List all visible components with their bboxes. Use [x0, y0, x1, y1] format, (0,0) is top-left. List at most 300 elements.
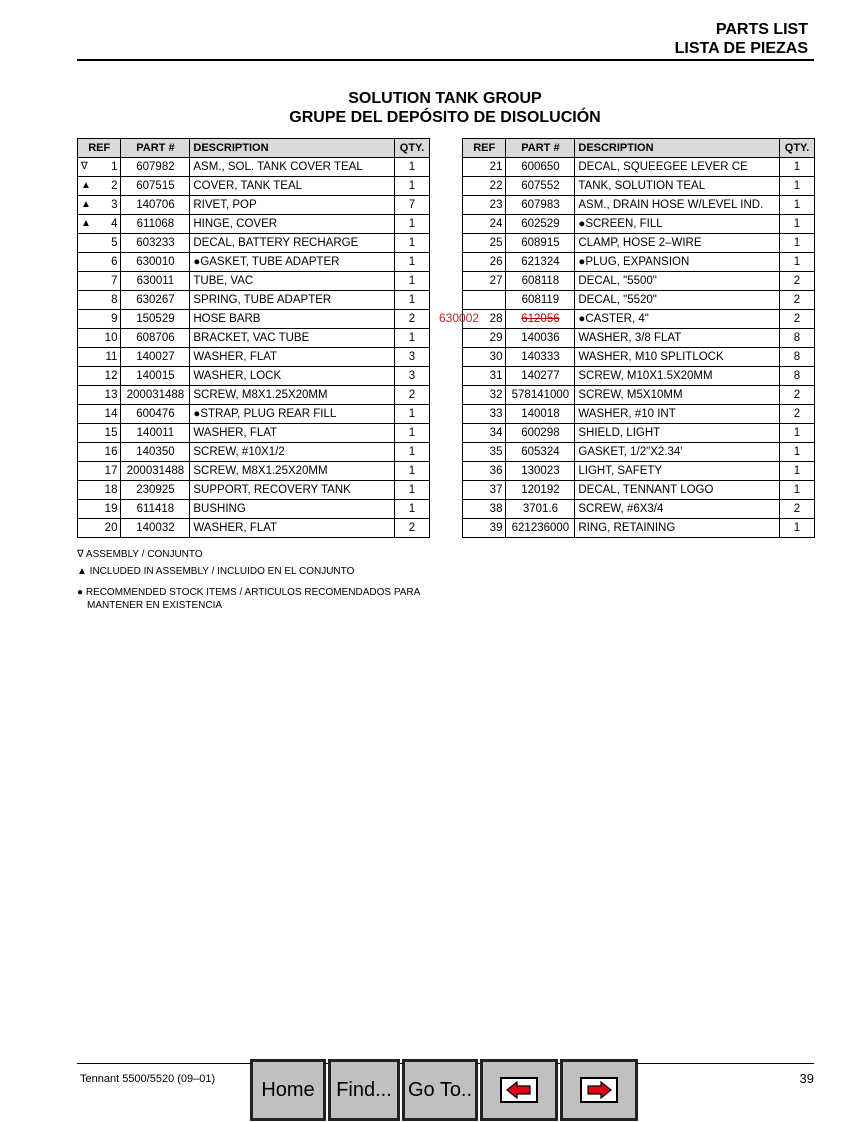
- ref-cell: [463, 481, 506, 500]
- table-header-row: [463, 139, 815, 158]
- part-number-cell-text: 608706: [136, 332, 175, 344]
- ref-cell: [78, 310, 121, 329]
- description-cell: [190, 329, 395, 348]
- description-cell-text: SUPPORT, RECOVERY TANK: [193, 484, 351, 496]
- quantity-cell-text: 1: [793, 218, 801, 230]
- ref-cell-text: 32: [489, 389, 503, 401]
- quantity-cell: [395, 196, 430, 215]
- table-row: [78, 462, 430, 481]
- description-cell-text: ●PLUG, EXPANSION: [578, 256, 690, 268]
- quantity-cell-text: 1: [408, 332, 416, 344]
- ref-cell: [463, 405, 506, 424]
- description-cell: [190, 405, 395, 424]
- ref-cell: [463, 367, 506, 386]
- description-cell-text: ASM., SOL. TANK COVER TEAL: [193, 161, 363, 173]
- part-number-cell: [506, 367, 575, 386]
- quantity-cell: [395, 253, 430, 272]
- table-row: [78, 386, 430, 405]
- ref-cell-text: 27: [489, 275, 503, 287]
- part-number-cell-text: 600476: [136, 408, 175, 420]
- table-row: [463, 196, 815, 215]
- quantity-cell-text: 1: [408, 484, 416, 496]
- quantity-cell: [395, 462, 430, 481]
- quantity-cell-text: 2: [408, 522, 416, 534]
- ref-cell: [78, 500, 121, 519]
- home-button-label: Home: [261, 1078, 315, 1101]
- description-cell: [575, 272, 780, 291]
- quantity-cell-text: 1: [408, 503, 416, 515]
- description-cell: [575, 291, 780, 310]
- description-cell-text: WASHER, LOCK: [193, 370, 282, 382]
- quantity-cell-text: 1: [793, 237, 801, 249]
- ref-cell: [463, 272, 506, 291]
- table-row: [463, 234, 815, 253]
- quantity-cell-text: 1: [793, 465, 801, 477]
- ref-cell: [463, 158, 506, 177]
- header-line-2: LISTA DE PIEZAS: [674, 40, 808, 57]
- part-number-cell-text: 630010: [136, 256, 175, 268]
- description-cell-text: ●SCREEN, FILL: [578, 218, 663, 230]
- quantity-cell: [395, 177, 430, 196]
- part-number-cell: [506, 253, 575, 272]
- description-cell-text: SCREW, M5X10MM: [578, 389, 683, 401]
- quantity-cell: [780, 405, 815, 424]
- part-number-cell-text: 200031488: [126, 389, 185, 401]
- quantity-cell: [395, 481, 430, 500]
- table-row: [78, 291, 430, 310]
- description-cell-text: WASHER, FLAT: [193, 351, 278, 363]
- part-number-cell: [121, 310, 190, 329]
- quantity-cell: [780, 177, 815, 196]
- table-row: [463, 405, 815, 424]
- ref-cell-text: 18: [104, 484, 118, 496]
- ref-cell: [463, 386, 506, 405]
- ref-cell: [463, 177, 506, 196]
- ref-cell: [78, 462, 121, 481]
- description-cell-text: SCREW, M8X1.25X20MM: [193, 465, 328, 477]
- quantity-cell: [780, 310, 815, 329]
- part-number-cell-text: 230925: [136, 484, 175, 496]
- description-cell-text: ●CASTER, 4": [578, 313, 649, 325]
- description-cell-text: WASHER, M10 SPLITLOCK: [578, 351, 724, 363]
- handwritten-part-correction: 630002: [439, 311, 480, 325]
- description-cell: [575, 386, 780, 405]
- part-number-cell-text: 140333: [521, 351, 560, 363]
- part-number-cell-text: 140706: [136, 199, 175, 211]
- quantity-cell-text: 1: [408, 275, 416, 287]
- ref-cell-text: 35: [489, 446, 503, 458]
- description-cell-text: SCREW, #6X3/4: [578, 503, 664, 515]
- description-cell-text: HINGE, COVER: [193, 218, 278, 230]
- table-row: [78, 367, 430, 386]
- quantity-cell-text: 1: [793, 427, 801, 439]
- ref-cell-text: 7: [111, 275, 118, 287]
- ref-cell: [463, 462, 506, 481]
- quantity-cell-text: 1: [793, 199, 801, 211]
- table-row: [78, 405, 430, 424]
- quantity-cell-text: 1: [408, 237, 416, 249]
- part-number-cell: [506, 443, 575, 462]
- ref-cell-text: 31: [489, 370, 503, 382]
- table-row: [463, 519, 815, 538]
- quantity-cell: [780, 253, 815, 272]
- find-button-label: Find...: [336, 1078, 392, 1101]
- ref-cell-text: 20: [104, 522, 118, 534]
- part-number-cell-text: 120192: [521, 484, 560, 496]
- part-number-cell-text: 600650: [521, 161, 560, 173]
- header-line-1: PARTS LIST: [715, 21, 808, 38]
- quantity-cell-text: 1: [408, 180, 416, 192]
- quantity-cell: [780, 291, 815, 310]
- table-row: [463, 481, 815, 500]
- quantity-cell-text: 8: [793, 351, 801, 363]
- part-number-cell-text: 3701.6: [522, 503, 559, 515]
- ref-cell-text: 14: [104, 408, 118, 420]
- table-row: [463, 500, 815, 519]
- quantity-cell: [395, 500, 430, 519]
- description-cell-text: ●GASKET, TUBE ADAPTER: [193, 256, 340, 268]
- ref-cell-text: 37: [489, 484, 503, 496]
- quantity-cell: [780, 234, 815, 253]
- description-cell: [190, 386, 395, 405]
- quantity-cell: [395, 443, 430, 462]
- quantity-cell: [780, 443, 815, 462]
- part-number-cell-text: 630011: [136, 275, 175, 287]
- part-number-cell: [506, 158, 575, 177]
- part-number-cell-text: 603233: [136, 237, 175, 249]
- section-title-spanish: GRUPE DEL DEPÓSITO DE DISOLUCIÓN: [289, 109, 601, 126]
- previous-page-button[interactable]: [480, 1059, 558, 1121]
- description-cell: [190, 253, 395, 272]
- ref-cell: [78, 158, 121, 177]
- part-number-cell-text: 140350: [136, 446, 175, 458]
- quantity-cell: [780, 386, 815, 405]
- part-number-cell: [121, 500, 190, 519]
- part-number-cell: [506, 310, 575, 329]
- description-cell: [190, 272, 395, 291]
- description-cell-text: DECAL, SQUEEGEE LEVER CE: [578, 161, 748, 173]
- part-number-cell-text: 140036: [521, 332, 560, 344]
- description-cell: [575, 519, 780, 538]
- part-number-cell: [506, 272, 575, 291]
- part-number-cell-text: 630267: [136, 294, 175, 306]
- quantity-cell-text: 8: [793, 370, 801, 382]
- ref-cell: [78, 405, 121, 424]
- table-row: [463, 291, 815, 310]
- part-number-cell: [506, 424, 575, 443]
- description-cell-text: LIGHT, SAFETY: [578, 465, 663, 477]
- description-cell: [575, 500, 780, 519]
- ref-cell-text: 11: [105, 351, 118, 363]
- description-cell: [190, 158, 395, 177]
- quantity-cell-text: 3: [408, 351, 416, 363]
- description-cell: [190, 424, 395, 443]
- description-cell-text: SHIELD, LIGHT: [578, 427, 661, 439]
- part-number-cell-text: 140277: [521, 370, 560, 382]
- description-cell: [190, 234, 395, 253]
- table-row: [78, 215, 430, 234]
- col-part-header: PART #: [121, 139, 190, 158]
- part-number-cell-text: 605324: [521, 446, 560, 458]
- part-number-cell-text: 578141000: [511, 389, 570, 401]
- ref-cell-text: 30: [489, 351, 503, 363]
- quantity-cell-text: 2: [793, 503, 801, 515]
- ref-cell-text: 21: [489, 161, 503, 173]
- quantity-cell-text: 1: [408, 161, 416, 173]
- description-cell-text: BUSHING: [193, 503, 246, 515]
- description-cell-text: BRACKET, VAC TUBE: [193, 332, 310, 344]
- description-cell-text: WASHER, #10 INT: [578, 408, 676, 420]
- description-cell: [575, 462, 780, 481]
- description-cell: [190, 177, 395, 196]
- description-cell: [575, 481, 780, 500]
- quantity-cell-text: 8: [793, 332, 801, 344]
- part-number-cell: [506, 386, 575, 405]
- quantity-cell-text: 1: [408, 408, 416, 420]
- part-number-cell: [506, 405, 575, 424]
- ref-cell: [463, 348, 506, 367]
- ref-cell-text: 26: [489, 256, 503, 268]
- description-cell-text: ●STRAP, PLUG REAR FILL: [193, 408, 337, 420]
- quantity-cell-text: 1: [408, 256, 416, 268]
- ref-cell: [78, 348, 121, 367]
- quantity-cell-text: 1: [793, 180, 801, 192]
- quantity-cell: [780, 348, 815, 367]
- ref-cell-text: 24: [489, 218, 503, 230]
- col-ref-header: REF: [78, 139, 121, 158]
- table-row: [463, 310, 815, 329]
- part-number-cell-text: 611418: [136, 503, 175, 515]
- quantity-cell: [780, 272, 815, 291]
- assembly-marker-icon: ∇: [81, 161, 88, 172]
- ref-cell-text: 13: [104, 389, 118, 401]
- ref-cell-text: 33: [489, 408, 503, 420]
- ref-cell: [78, 386, 121, 405]
- part-number-cell: [121, 405, 190, 424]
- table-row: [463, 443, 815, 462]
- table-row: [78, 177, 430, 196]
- table-row: [78, 196, 430, 215]
- quantity-cell: [780, 196, 815, 215]
- part-number-cell: [121, 367, 190, 386]
- quantity-cell: [395, 158, 430, 177]
- description-cell-text: TUBE, VAC: [193, 275, 254, 287]
- part-number-cell: [121, 272, 190, 291]
- description-cell-text: TANK, SOLUTION TEAL: [578, 180, 706, 192]
- ref-cell: [463, 291, 506, 310]
- quantity-cell-text: 2: [793, 294, 801, 306]
- description-cell-text: COVER, TANK TEAL: [193, 180, 303, 192]
- legend-recommended-cont: MANTENER EN EXISTENCIA: [87, 600, 223, 611]
- quantity-cell-text: 1: [793, 161, 801, 173]
- part-number-cell: [506, 196, 575, 215]
- part-number-cell-text: 140018: [521, 408, 560, 420]
- ref-cell: [78, 481, 121, 500]
- description-cell-text: SPRING, TUBE ADAPTER: [193, 294, 332, 306]
- table-row: [463, 272, 815, 291]
- ref-cell: [463, 196, 506, 215]
- quantity-cell: [780, 519, 815, 538]
- part-number-cell-text: 607552: [521, 180, 560, 192]
- part-number-cell-text: 611068: [136, 218, 175, 230]
- part-number-cell: [506, 481, 575, 500]
- parts-table-left: [77, 138, 430, 538]
- table-row: [463, 158, 815, 177]
- table-row: [78, 253, 430, 272]
- page-header: [675, 20, 808, 58]
- ref-cell: [78, 367, 121, 386]
- quantity-cell: [395, 405, 430, 424]
- part-number-cell-text: 612056: [521, 313, 560, 325]
- ref-cell-text: 23: [489, 199, 503, 211]
- part-number-cell: [121, 196, 190, 215]
- col-desc-header: DESCRIPTION: [575, 139, 780, 158]
- table-row: [78, 443, 430, 462]
- right-arrow-icon: [580, 1077, 618, 1103]
- included-marker-icon: ▲: [81, 199, 91, 210]
- legend: [77, 548, 420, 616]
- ref-cell-text: 25: [489, 237, 503, 249]
- description-cell-text: RIVET, POP: [193, 199, 257, 211]
- quantity-cell: [780, 329, 815, 348]
- part-number-cell: [121, 481, 190, 500]
- quantity-cell: [780, 462, 815, 481]
- quantity-cell: [395, 519, 430, 538]
- quantity-cell-text: 1: [408, 218, 416, 230]
- part-number-cell: [121, 177, 190, 196]
- ref-cell-text: 10: [104, 332, 118, 344]
- description-cell-text: WASHER, FLAT: [193, 522, 278, 534]
- quantity-cell: [395, 310, 430, 329]
- description-cell-text: WASHER, 3/8 FLAT: [578, 332, 682, 344]
- description-cell: [575, 329, 780, 348]
- quantity-cell: [395, 424, 430, 443]
- part-number-cell: [121, 443, 190, 462]
- ref-cell: [463, 443, 506, 462]
- description-cell: [575, 367, 780, 386]
- quantity-cell-text: 2: [408, 389, 416, 401]
- part-number-cell: [121, 158, 190, 177]
- quantity-cell-text: 3: [408, 370, 416, 382]
- description-cell-text: HOSE BARB: [193, 313, 261, 325]
- ref-cell-text: 5: [111, 237, 118, 249]
- find-button[interactable]: [328, 1059, 400, 1121]
- parts-table-right: [462, 138, 815, 538]
- included-marker-icon: ▲: [81, 218, 91, 229]
- section-title: SOLUTION TANK GROUP: [348, 90, 542, 107]
- ref-cell-text: 2: [111, 180, 118, 192]
- ref-cell-text: 39: [489, 522, 503, 534]
- footer-model-date: Tennant 5500/5520 (09–01): [80, 1073, 216, 1085]
- col-part-header: PART #: [506, 139, 575, 158]
- ref-cell-text: 15: [104, 427, 118, 439]
- ref-cell: [463, 500, 506, 519]
- table-row: [463, 177, 815, 196]
- quantity-cell-text: 1: [793, 522, 801, 534]
- quantity-cell: [395, 329, 430, 348]
- quantity-cell: [780, 367, 815, 386]
- quantity-cell-text: 1: [793, 256, 801, 268]
- table-row: [78, 272, 430, 291]
- table-row: [463, 367, 815, 386]
- next-page-button[interactable]: [560, 1059, 638, 1121]
- ref-cell: [78, 329, 121, 348]
- part-number-cell: [506, 500, 575, 519]
- part-number-cell-text: 140015: [136, 370, 175, 382]
- home-button[interactable]: [250, 1059, 326, 1121]
- part-number-cell-text: 608119: [521, 294, 560, 306]
- ref-cell-text: 19: [104, 503, 118, 515]
- part-number-cell: [506, 234, 575, 253]
- ref-cell-text: 16: [104, 446, 118, 458]
- ref-cell-text: 9: [111, 313, 118, 325]
- quantity-cell-text: 2: [793, 408, 801, 420]
- quantity-cell-text: 1: [408, 294, 416, 306]
- description-cell-text: SCREW, #10X1/2: [193, 446, 285, 458]
- part-number-cell: [506, 462, 575, 481]
- ref-cell: [78, 196, 121, 215]
- ref-cell: [78, 234, 121, 253]
- header-rule: [77, 59, 814, 61]
- description-cell: [190, 519, 395, 538]
- table-row: [463, 386, 815, 405]
- description-cell: [575, 234, 780, 253]
- ref-cell: [78, 215, 121, 234]
- quantity-cell: [395, 291, 430, 310]
- quantity-cell: [395, 367, 430, 386]
- ref-cell: [463, 234, 506, 253]
- legend-recommended: ● RECOMMENDED STOCK ITEMS / ARTICULOS RECOMENDADOS PARA: [77, 587, 421, 598]
- description-cell-text: WASHER, FLAT: [193, 427, 278, 439]
- part-number-cell: [121, 253, 190, 272]
- ref-cell: [463, 519, 506, 538]
- quantity-cell-text: 2: [793, 313, 801, 325]
- quantity-cell-text: 7: [408, 199, 416, 211]
- quantity-cell: [395, 348, 430, 367]
- part-number-cell-text: 608915: [521, 237, 560, 249]
- quantity-cell: [780, 424, 815, 443]
- col-desc-header: DESCRIPTION: [190, 139, 395, 158]
- table-row: [78, 481, 430, 500]
- table-row: [78, 158, 430, 177]
- part-number-cell-text: 621236000: [511, 522, 570, 534]
- part-number-cell: [121, 329, 190, 348]
- table-row: [463, 348, 815, 367]
- part-number-cell: [121, 348, 190, 367]
- quantity-cell-text: 2: [793, 389, 801, 401]
- quantity-cell: [395, 234, 430, 253]
- quantity-cell-text: 1: [408, 465, 416, 477]
- table-row: [78, 329, 430, 348]
- col-qty-header: QTY.: [395, 139, 430, 158]
- description-cell-text: SCREW, M8X1.25X20MM: [193, 389, 328, 401]
- part-number-cell: [506, 329, 575, 348]
- description-cell: [575, 177, 780, 196]
- part-number-cell-text: 130023: [521, 465, 560, 477]
- part-number-cell-text: 140027: [136, 351, 175, 363]
- page-number: 39: [799, 1071, 814, 1086]
- table-header-row: [78, 139, 430, 158]
- table-row: [463, 329, 815, 348]
- description-cell-text: ASM., DRAIN HOSE W/LEVEL IND.: [578, 199, 764, 211]
- part-number-cell-text: 140011: [136, 427, 175, 439]
- part-number-cell: [506, 177, 575, 196]
- description-cell-text: SCREW, M10X1.5X20MM: [578, 370, 713, 382]
- quantity-cell-text: 1: [408, 427, 416, 439]
- ref-cell-text: 3: [111, 199, 118, 211]
- goto-button[interactable]: [402, 1059, 478, 1121]
- ref-cell-text: 17: [104, 465, 118, 477]
